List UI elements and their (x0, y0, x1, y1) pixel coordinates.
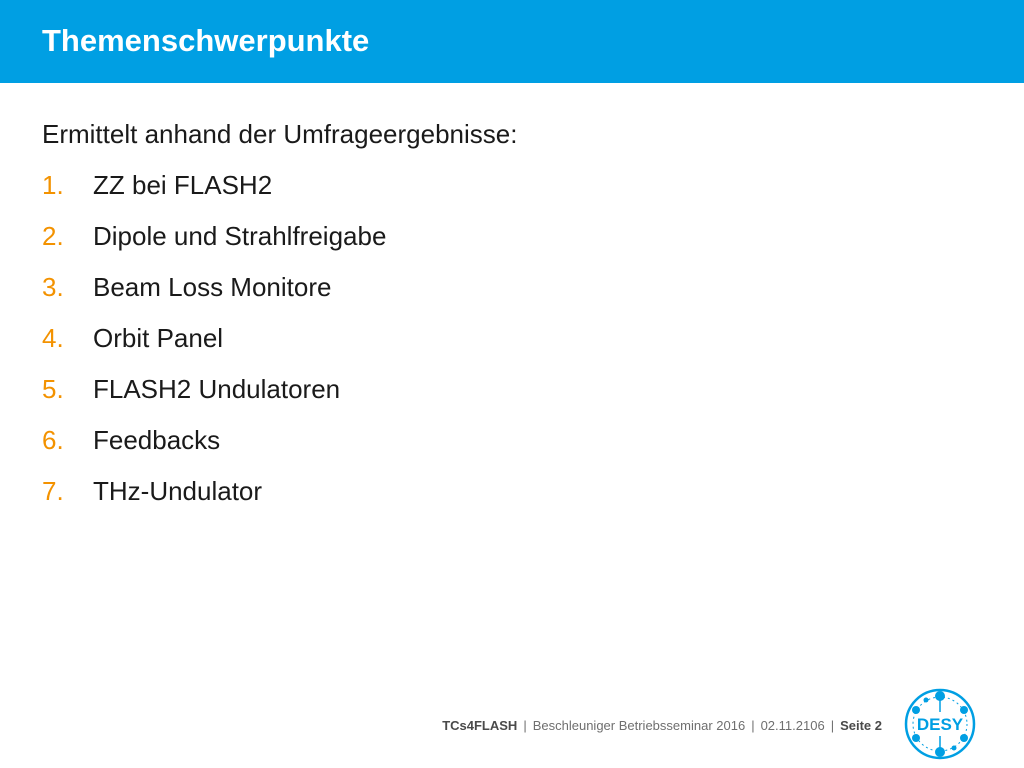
topic-number: 3. (42, 272, 64, 302)
footer-event: Beschleuniger Betriebsseminar 2016 (532, 718, 746, 733)
topic-label: Orbit Panel (93, 323, 224, 353)
topic-label: FLASH2 Undulatoren (93, 374, 341, 404)
topic-item (42, 471, 942, 522)
slide-content (42, 114, 942, 522)
topic-number: 5. (42, 374, 64, 404)
topic-label: Feedbacks (93, 425, 221, 455)
topic-number: 7. (42, 476, 64, 506)
topic-label: Dipole und Strahlfreigabe (93, 221, 387, 251)
topic-item (42, 420, 942, 471)
topic-item (42, 165, 942, 216)
footer-project: TCs4FLASH (442, 718, 518, 733)
slide-title: Themenschwerpunkte (42, 23, 370, 58)
intro-text: Ermittelt anhand der Umfrageergebnisse: (42, 119, 518, 149)
topic-number: 2. (42, 221, 64, 251)
topic-list (42, 165, 942, 522)
topic-label: THz-Undulator (93, 476, 263, 506)
footer-date: 02.11.2106 (760, 718, 825, 733)
footer-separator: | (523, 718, 527, 733)
topic-number: 1. (42, 170, 64, 200)
topic-item (42, 369, 942, 420)
footer-page-number: Seite 2 (840, 718, 882, 733)
topic-item (42, 267, 942, 318)
topic-label: ZZ bei FLASH2 (93, 170, 273, 200)
footer-separator: | (751, 718, 755, 733)
desy-logo-icon (902, 686, 978, 762)
logo-text: DESY (916, 715, 964, 734)
topic-number: 4. (42, 323, 64, 353)
footer-separator: | (830, 718, 835, 733)
slide-footer (442, 716, 882, 736)
topic-label: Beam Loss Monitore (93, 272, 332, 302)
topic-number: 6. (42, 425, 64, 455)
topic-item (42, 318, 942, 369)
title-bar (0, 0, 1024, 83)
topic-item (42, 216, 942, 267)
